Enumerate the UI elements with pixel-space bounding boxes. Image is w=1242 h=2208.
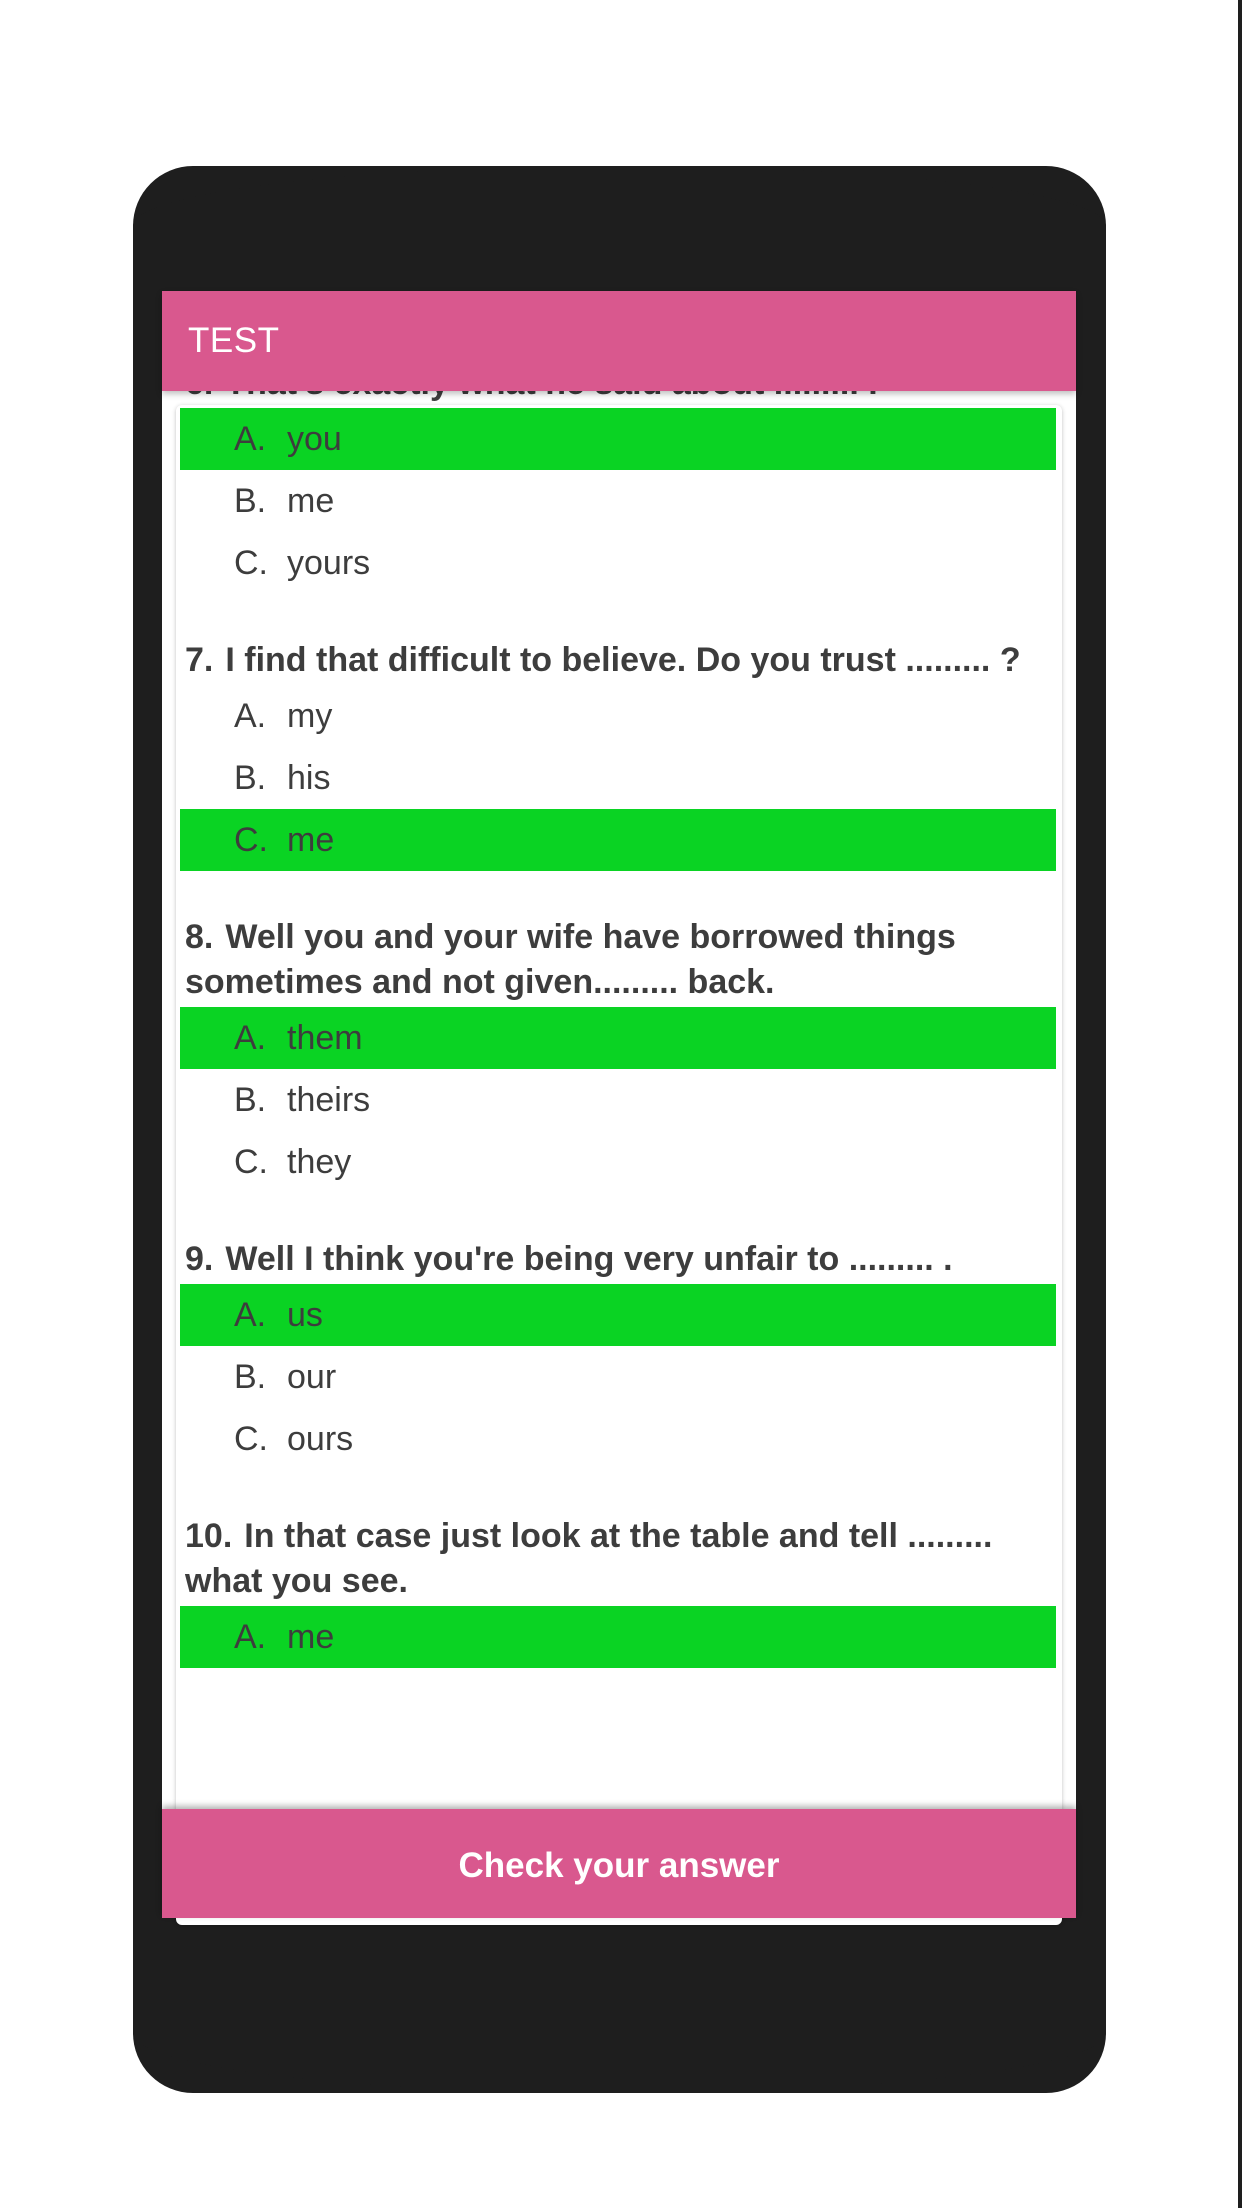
option-text: you [287, 420, 342, 458]
answer-option[interactable] [180, 747, 1056, 809]
option-letter: C. [234, 1143, 268, 1181]
answer-option[interactable] [180, 1131, 1056, 1193]
option-text: me [287, 482, 335, 520]
answer-option[interactable] [180, 809, 1056, 871]
option-letter: C. [234, 544, 268, 582]
question-number: 10. [185, 1517, 233, 1555]
option-text: our [287, 1358, 337, 1396]
option-letter: B. [234, 1358, 267, 1396]
question-number: 7. [185, 641, 214, 679]
answer-option[interactable] [180, 1284, 1056, 1346]
answer-option[interactable] [180, 408, 1056, 470]
option-text: them [287, 1019, 363, 1057]
answer-option[interactable] [180, 532, 1056, 594]
answer-option[interactable] [180, 1007, 1056, 1069]
option-text: yours [287, 544, 371, 582]
option-letter: B. [234, 1081, 267, 1119]
question-text [185, 1514, 1035, 1604]
option-text: theirs [287, 1081, 371, 1119]
option-text: me [287, 1618, 335, 1656]
answer-option[interactable] [180, 470, 1056, 532]
option-letter: A. [234, 420, 267, 458]
option-letter: A. [234, 1296, 267, 1334]
answer-option[interactable] [180, 1069, 1056, 1131]
question-text [185, 915, 1035, 1005]
app-bar [162, 291, 1076, 391]
question-number: 8. [185, 918, 214, 956]
question-text [185, 1237, 1035, 1282]
question-number: 9. [185, 1240, 214, 1278]
answer-option[interactable] [180, 1606, 1056, 1668]
option-text: they [287, 1143, 352, 1181]
question-label: In that case just look at the table and tell ......... what you see. [185, 1517, 993, 1600]
question-label: Well you and your wife have borrowed things sometimes and not given......... back. [185, 918, 956, 1001]
quiz-list [176, 361, 1062, 1712]
phone-screen [162, 291, 1076, 1918]
option-text: ours [287, 1420, 354, 1458]
option-letter: C. [234, 821, 268, 859]
question-text [185, 638, 1035, 683]
question-label: Well I think you're being very unfair to ......... . [225, 1240, 953, 1278]
app-title: TEST [188, 321, 280, 360]
option-text: his [287, 759, 331, 797]
option-text: us [287, 1296, 323, 1334]
option-letter: B. [234, 482, 267, 520]
question-label: I find that difficult to believe. Do you trust ......... ? [225, 641, 1021, 679]
phone-top-curve [133, 166, 1106, 276]
option-letter: C. [234, 1420, 268, 1458]
answer-option[interactable] [180, 1408, 1056, 1470]
option-text: me [287, 821, 335, 859]
answer-option[interactable] [180, 685, 1056, 747]
option-letter: B. [234, 759, 267, 797]
right-edge-bar [1238, 0, 1242, 2208]
option-letter: A. [234, 1019, 267, 1057]
option-text: my [287, 697, 333, 735]
answer-option[interactable] [180, 1346, 1056, 1408]
option-letter: A. [234, 697, 267, 735]
check-answer-button[interactable]: Check your answer [162, 1809, 1076, 1918]
quiz-card[interactable] [176, 405, 1062, 1925]
option-letter: A. [234, 1618, 267, 1656]
